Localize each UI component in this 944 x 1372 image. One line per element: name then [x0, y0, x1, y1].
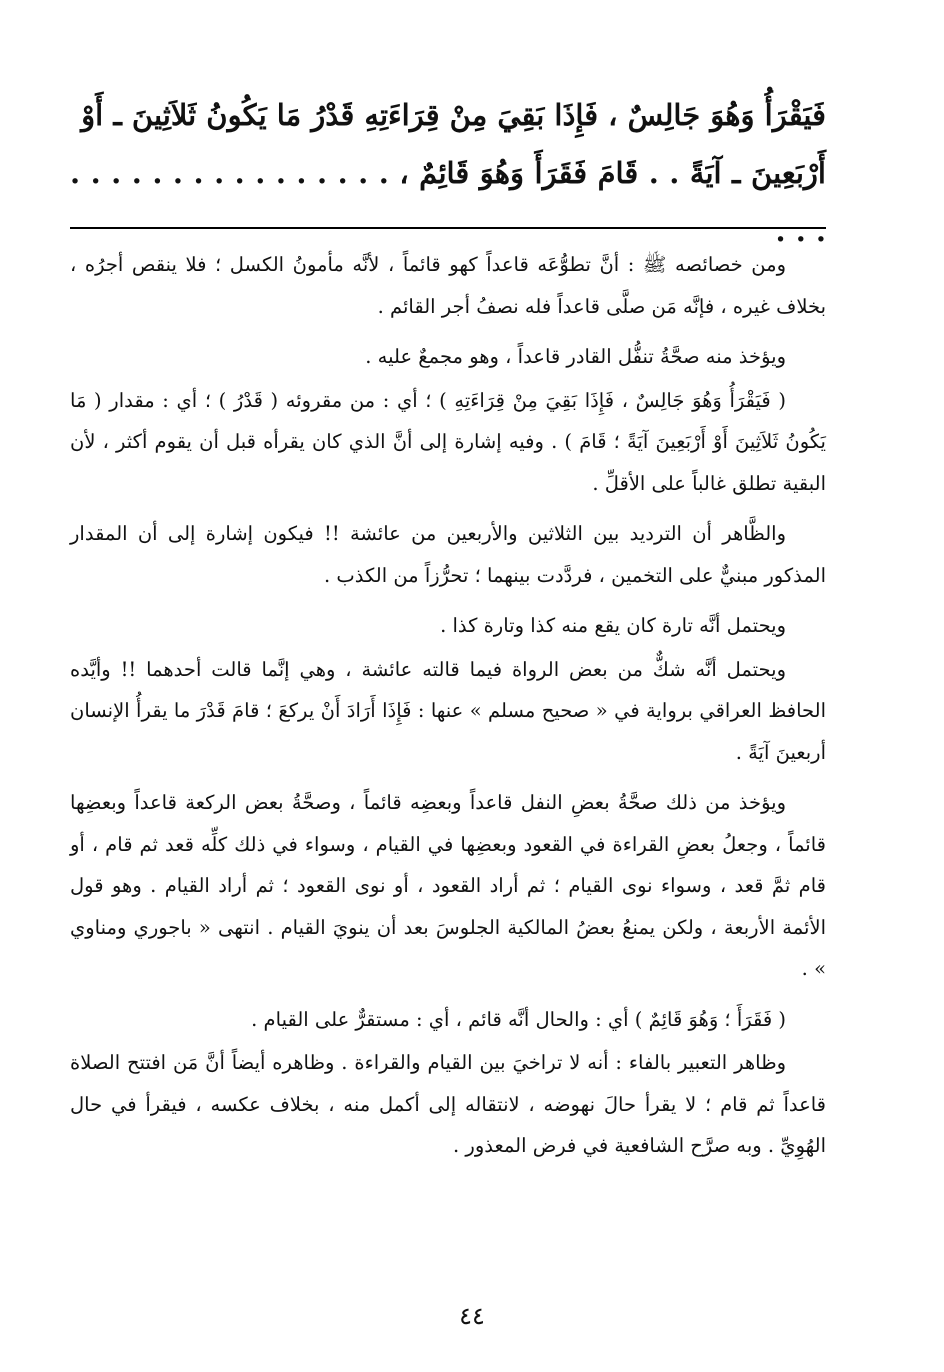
commentary-paragraph: والظَّاهر أن الترديد بين الثلاثين والأربعين من عائشة !! فيكون إشارة إلى أن المقدار المذكور مبنيٌّ على التخمين ، فردَّدت بينهما ؛ تحرُّزاً من الكذب . [70, 522, 826, 587]
commentary-text [70, 244, 826, 1176]
matn-line: فَيَقْرَأُ وَهُوَ جَالِسٌ ، فَإِذَا بَقِيَ مِنْ قِرَاءَتِهِ قَدْرُ مَا يَكُونُ ثَلاَثِينَ ـ أَوْ [81, 98, 826, 132]
matn-text [70, 86, 826, 260]
commentary-paragraph: ويحتمل أنَّه شكٌّ من بعض الرواة فيما قالته عائشة ، وهي إنَّما قالت أحدهما !! وأيَّده الحافظ العراقي برواية في « صحيح مسلم » عنها : فَإِذَا أَرَادَ أَنْ يركعَ ؛ قامَ قَدْرَ ما يقرأُ الإنسان أربعينَ آيَةً . [70, 657, 826, 764]
commentary-paragraph: ويؤخذ منه صحَّةُ تنفُّل القادر قاعداً ، وهو مجمعٌ عليه . [365, 345, 786, 368]
commentary-paragraph: ( فَيَقْرَأُ وَهُوَ جَالِسٌ ، فَإِذَا بَقِيَ مِنْ قِرَاءَتِهِ ) ؛ أي : من مقروئه ( قَدْرُ ) ؛ أي : مقدار ( مَا يَكُونُ ثَلاَثِينَ أَوْ أَرْبَعِينَ آيَةً ؛ قَامَ ) . وفيه إشارة إلى أنَّ الذي كان يقرأه قبل أن يقوم أكثر ، لأن البقية تطلق غالباً على الأقلِّ . [70, 388, 826, 495]
commentary-paragraph: ( فَقَرَأَ ؛ وَهُوَ قَائِمٌ ) أي : والحال أنَّه قائم ، أي : مستقرٌّ على القيام . [251, 1007, 786, 1031]
commentary-paragraph: ويحتمل أنَّه تارة كان يقع منه كذا وتارة كذا . [440, 614, 786, 637]
page-number: ٤٤ [459, 1302, 485, 1330]
separator-rule [70, 227, 826, 229]
matn-line: أَرْبَعِينَ ـ آيَةً . . قَامَ فَقَرَأَ وَهُوَ قَائِمٌ ، . . . . . . . . . . . . . . . . . . . [70, 156, 826, 248]
commentary-paragraph: وظاهر التعبير بالفاء : أنه لا تراخيَ بين القيام والقراءة . وظاهره أيضاً أنَّ مَن افتتح الصلاة قاعداً ثم قام ؛ لا يقرأ حالَ نهوضه ، لانتقاله إلى أكمل منه ، بخلاف عكسه ، فيقرأ في حال الهُوِيِّ . وبه صرَّح الشافعية في فرض المعذور . [70, 1051, 826, 1157]
commentary-paragraph: ومن خصائصه ﷺ : أنَّ تطوُّعَه قاعداً كهو قائماً ، لأنَّه مأمونُ الكسل ؛ فلا ينقص أجرُه ، بخلاف غيره ، فإنَّه مَن صلَّى قاعداً فله نصفُ أجر القائم . [70, 253, 826, 318]
commentary-paragraph: ويؤخذ من ذلك صحَّةُ بعضِ النفل قاعداً وبعضِه قائماً ، وصحَّةُ بعض الركعة قاعداً وبعضِها قائماً ، وجعلُ بعضِ القراءة في القعود وبعضِها في القيام ، وسواء في ذلك كلِّه قعد ثم قام ، أو قام ثمَّ قعد ، وسواء نوى القيام ؛ ثم أراد القعود ، أو نوى القعود ؛ ثم أراد القيام . وهو قول الأئمة الأربعة ، ولكن يمنعُ بعضُ المالكية الجلوسَ بعد أن ينويَ القيام . انتهى « باجوري ومناوي » . [70, 791, 826, 980]
